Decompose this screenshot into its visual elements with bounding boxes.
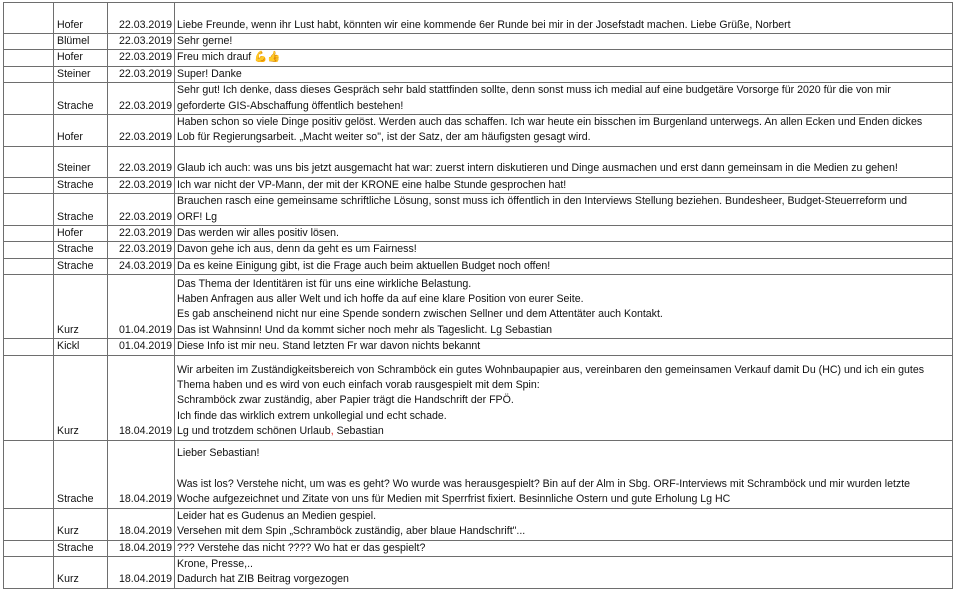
row-index-cell	[4, 194, 54, 226]
row-index-cell	[4, 66, 54, 82]
message-cell	[175, 146, 953, 177]
sender-cell: Strache	[54, 177, 108, 193]
row-index-cell	[4, 275, 54, 339]
date-cell: 22.03.2019	[108, 226, 175, 242]
date-cell: 22.03.2019	[108, 115, 175, 147]
sender-cell: Hofer	[54, 50, 108, 66]
message-line: ??? Verstehe das nicht ???? Wo hat er das gespielt?	[177, 541, 426, 554]
message-line: Es gab anscheinend nicht nur eine Spende sondern zwischen Sellner und dem Attentäter auch Kontakt.	[177, 308, 663, 321]
row-index-cell	[4, 540, 54, 556]
message-line: Wir arbeiten im Zuständigkeitsbereich von Schramböck ein gutes Wohnbaupapier aus, vereinbaren den gemeinsamen Verkauf damit Du (HC) und ich ein gutes	[177, 363, 925, 376]
message-cell	[175, 258, 953, 274]
sender-cell: Strache	[54, 440, 108, 508]
message-line	[177, 461, 950, 476]
message-line: Lob für Regierungsarbeit. „Macht weiter so", ist der Satz, der am häufigsten gesagt wird.	[177, 131, 591, 144]
message-line: Sehr gerne!	[177, 35, 233, 47]
message-cell	[175, 339, 953, 355]
message-line: Leider hat es Gudenus an Medien gespiel.	[177, 509, 377, 522]
date-cell: 18.04.2019	[108, 355, 175, 440]
message-cell	[175, 275, 953, 339]
row-index-cell	[4, 34, 54, 50]
message-cell	[175, 83, 953, 115]
date-cell: 18.04.2019	[108, 508, 175, 540]
row-index-cell	[4, 339, 54, 355]
message-line: Super! Danke	[177, 67, 242, 80]
date-cell: 22.03.2019	[108, 83, 175, 115]
sender-cell: Strache	[54, 194, 108, 226]
message-cell	[175, 556, 953, 588]
message-cell	[175, 3, 953, 34]
date-cell: 01.04.2019	[108, 275, 175, 339]
message-line: Versehen mit dem Spin „Schramböck zuständig, aber blaue Handschrift"...	[177, 525, 526, 538]
sender-cell: Blümel	[54, 34, 108, 50]
message-line: ORF! Lg	[177, 210, 218, 223]
date-cell: 18.04.2019	[108, 556, 175, 588]
table-row	[4, 177, 953, 193]
date-cell: 18.04.2019	[108, 540, 175, 556]
row-index-cell	[4, 258, 54, 274]
table-row	[4, 194, 953, 226]
sender-cell: Strache	[54, 540, 108, 556]
row-index-cell	[4, 440, 54, 508]
table-row	[4, 508, 953, 540]
message-line: Lg und trotzdem schönen Urlaub, Sebastian	[177, 425, 384, 438]
sender-cell: Strache	[54, 242, 108, 258]
message-cell	[175, 355, 953, 440]
message-cell	[175, 177, 953, 193]
row-index-cell	[4, 146, 54, 177]
table-row	[4, 66, 953, 82]
table-row	[4, 146, 953, 177]
message-line: Woche aufgezeichnet und Zitate von uns für Medien mit Sperrfrist fixiert. Besinnliche Ostern und gute Erholung Lg HC	[177, 493, 731, 506]
chat-log-table	[3, 2, 953, 589]
message-line: Da es keine Einigung gibt, ist die Frage auch beim aktuellen Budget noch offen!	[177, 259, 551, 272]
table-row	[4, 540, 953, 556]
message-line: Davon gehe ich aus, denn da geht es um Fairness!	[177, 243, 417, 256]
sender-cell: Kurz	[54, 275, 108, 339]
date-cell: 24.03.2019	[108, 258, 175, 274]
message-line: Brauchen rasch eine gemeinsame schriftliche Lösung, sonst muss ich öffentlich in den Interviews Stellung beziehen. Bundesheer, Budget-Steuerreform und	[177, 195, 908, 208]
message-line: Ich war nicht der VP-Mann, der mit der KRONE eine halbe Stunde gesprochen hat!	[177, 178, 567, 191]
message-cell	[175, 194, 953, 226]
sender-cell: Kurz	[54, 355, 108, 440]
message-line: Freu mich drauf 💪👍	[177, 51, 281, 64]
row-index-cell	[4, 226, 54, 242]
date-cell: 22.03.2019	[108, 50, 175, 66]
table-row	[4, 275, 953, 339]
message-line: Diese Info ist mir neu. Stand letzten Fr war davon nichts bekannt	[177, 340, 481, 353]
table-row	[4, 339, 953, 355]
sender-cell: Hofer	[54, 115, 108, 147]
message-line: Sehr gut! Ich denke, dass dieses Gespräch sehr bald stattfinden sollte, denn sonst muss ich medial auf eine budgetäre Vorsorge für 2020 für die von mir	[177, 84, 891, 97]
sender-cell: Kurz	[54, 508, 108, 540]
date-cell: 22.03.2019	[108, 242, 175, 258]
row-index-cell	[4, 556, 54, 588]
table-row	[4, 83, 953, 115]
sender-cell: Steiner	[54, 146, 108, 177]
message-cell	[175, 440, 953, 508]
message-line: Das werden wir alles positiv lösen.	[177, 227, 339, 240]
sender-cell: Strache	[54, 258, 108, 274]
message-cell	[175, 34, 953, 50]
message-cell	[175, 226, 953, 242]
row-index-cell	[4, 355, 54, 440]
message-line: geforderte GIS-Abschaffung öffentlich bestehen!	[177, 99, 404, 112]
date-cell: 22.03.2019	[108, 177, 175, 193]
message-line: Thema haben und es wird von euch einfach vorab rausgespielt mit dem Spin:	[177, 379, 540, 392]
date-cell: 18.04.2019	[108, 440, 175, 508]
table-row	[4, 258, 953, 274]
message-cell	[175, 540, 953, 556]
table-row	[4, 556, 953, 588]
date-cell: 22.03.2019	[108, 146, 175, 177]
date-cell: 22.03.2019	[108, 66, 175, 82]
sender-cell: Kickl	[54, 339, 108, 355]
row-index-cell	[4, 83, 54, 115]
message-line: Ich finde das wirklich extrem unkollegial und echt schade.	[177, 409, 447, 422]
highlighted-comma: ,	[330, 425, 334, 438]
row-index-cell	[4, 50, 54, 66]
message-cell	[175, 508, 953, 540]
message-line: Haben Anfragen aus aller Welt und ich hoffe da auf eine klare Position von eurer Seite.	[177, 293, 584, 306]
message-line: Was ist los? Verstehe nicht, um was es geht? Wo wurde was herausgespielt? Bin auf der Alm in Sbg. ORF-Interviews mit Schramböck und mir wurden letzte	[177, 477, 911, 490]
table-row	[4, 115, 953, 147]
row-index-cell	[4, 115, 54, 147]
row-index-cell	[4, 3, 54, 34]
chat-log-body	[4, 3, 953, 589]
table-row	[4, 226, 953, 242]
date-cell: 22.03.2019	[108, 194, 175, 226]
date-cell: 22.03.2019	[108, 34, 175, 50]
sender-cell: Hofer	[54, 3, 108, 34]
message-cell	[175, 115, 953, 147]
message-line: Das Thema der Identitären ist für uns eine wirkliche Belastung.	[177, 277, 472, 290]
message-line: Liebe Freunde, wenn ihr Lust habt, könnten wir eine kommende 6er Runde bei mir in der Josefstadt machen. Liebe Grüße, Norbert	[177, 18, 791, 31]
message-line: Glaub ich auch: was uns bis jetzt ausgemacht hat war: zuerst intern diskutieren und Dinge ausmachen und erst dann gemeinsam in die Medien zu gehen!	[177, 162, 898, 175]
message-cell	[175, 242, 953, 258]
table-row	[4, 242, 953, 258]
date-cell: 01.04.2019	[108, 339, 175, 355]
message-line: Schramböck zwar zuständig, aber Papier trägt die Handschrift der FPÖ.	[177, 394, 514, 407]
message-line: Haben schon so viele Dinge positiv gelöst. Werden auch das schaffen. Ich war heute ein bisschen im Burgenland unterwegs. An allen Ecken und Enden dickes	[177, 116, 923, 129]
message-cell	[175, 66, 953, 82]
table-row	[4, 3, 953, 34]
row-index-cell	[4, 508, 54, 540]
table-row	[4, 34, 953, 50]
message-cell	[175, 50, 953, 66]
sender-cell: Strache	[54, 83, 108, 115]
message-line: Lieber Sebastian!	[177, 447, 260, 460]
sender-cell: Steiner	[54, 66, 108, 82]
table-row	[4, 355, 953, 440]
message-line: Dadurch hat ZIB Beitrag vorgezogen	[177, 573, 349, 586]
sender-cell: Kurz	[54, 556, 108, 588]
row-index-cell	[4, 242, 54, 258]
table-row	[4, 440, 953, 508]
row-index-cell	[4, 177, 54, 193]
message-line: Krone, Presse,..	[177, 557, 253, 570]
table-row	[4, 50, 953, 66]
message-line: Das ist Wahnsinn! Und da kommt sicher noch mehr als Tageslicht. Lg Sebastian	[177, 323, 553, 336]
date-cell: 22.03.2019	[108, 3, 175, 34]
sender-cell: Hofer	[54, 226, 108, 242]
